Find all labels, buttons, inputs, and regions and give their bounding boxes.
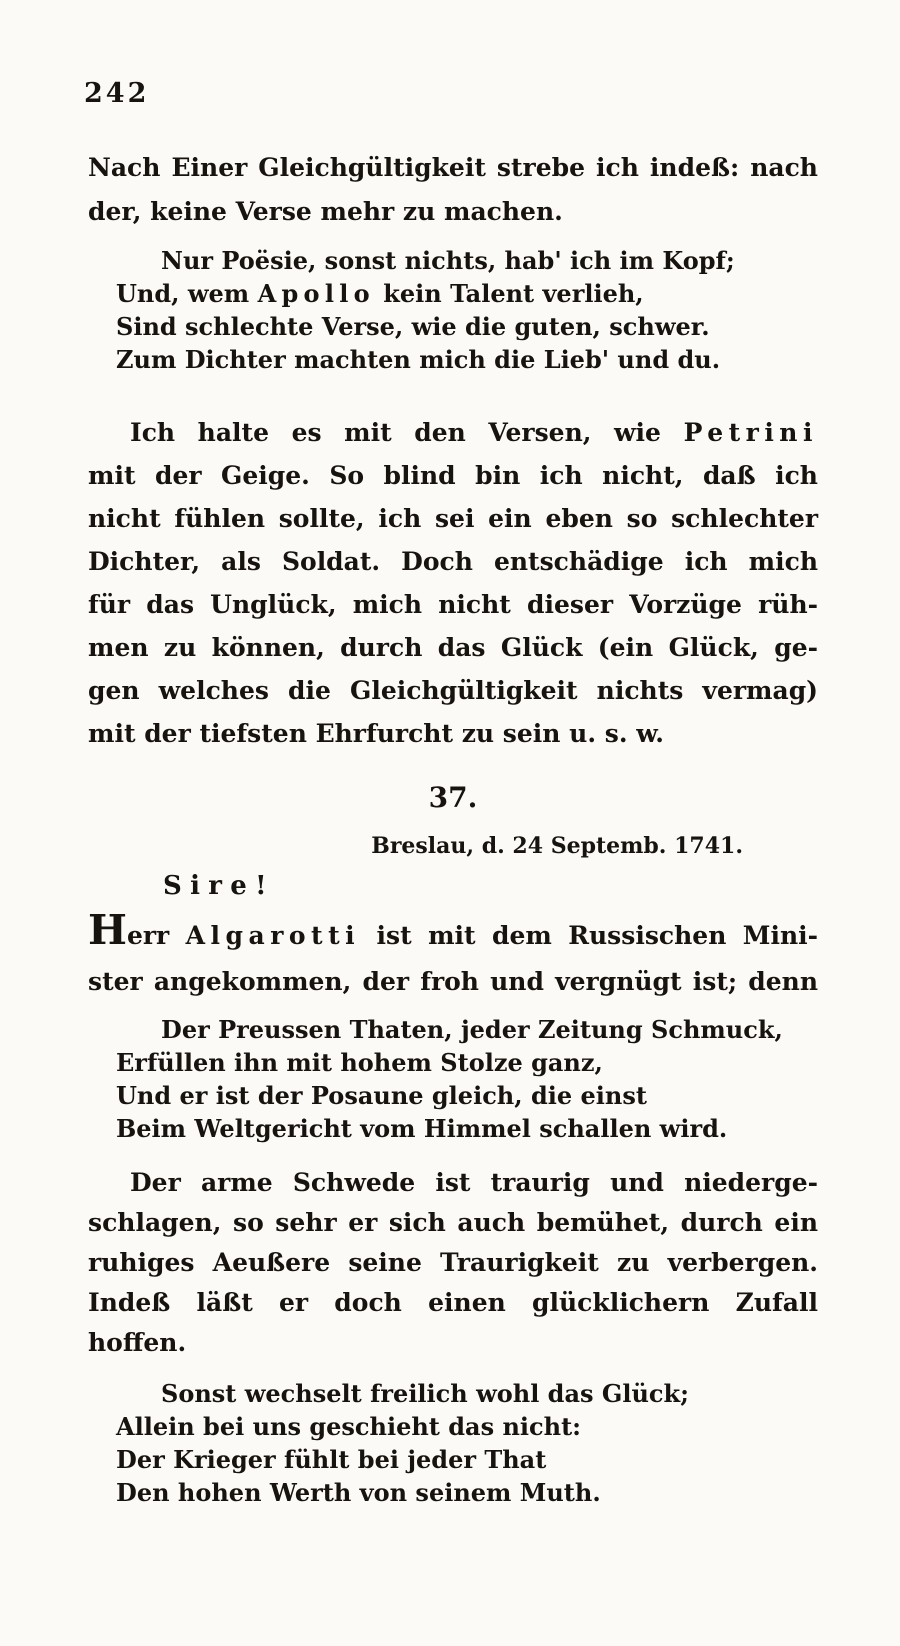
dateline: Breslau, d. 24 Septemb. 1741. — [371, 833, 743, 859]
poem-line — [116, 277, 818, 310]
poem-line: Sind schlechte Verse, wie die guten, schwer. — [116, 312, 710, 341]
paragraph-line: Der arme Schwede ist traurig und niederge- — [130, 1168, 818, 1197]
poem-line: Der Krieger fühlt bei jeder That — [116, 1445, 547, 1474]
paragraph-closing-letter-36 — [88, 146, 818, 234]
poem-line: Den hohen Werth von seinem Muth. — [116, 1478, 601, 1507]
paragraph-line: ster angekommen, der froh und vergnügt ist; denn — [88, 967, 818, 996]
poem-line: Nur Poësie, sonst nichts, hab' ich im Kopf; — [161, 246, 735, 275]
paragraph-line: gen welches die Gleichgültigkeit nichts vermag) — [88, 676, 818, 705]
letter-number-heading: 37. — [428, 781, 478, 814]
paragraph-line: ruhiges Aeußere seine Traurigkeit zu verbergen. — [88, 1248, 818, 1277]
paragraph-line: der, keine Verse mehr zu machen. — [88, 197, 563, 226]
poem-line: Und er ist der Posaune gleich, die einst — [116, 1081, 647, 1110]
paragraph-line: Indeß läßt er doch einen glücklichern Zufall hoffen. — [88, 1288, 818, 1357]
poem-line: Der Preussen Thaten, jeder Zeitung Schmuck, — [161, 1015, 783, 1044]
poem-line-text: Und, wem — [116, 279, 258, 308]
spaced-name-petrini: Petrini — [683, 418, 818, 447]
paragraph-line — [88, 905, 818, 959]
poem-line: Sonst wechselt freilich wohl das Glück; — [161, 1379, 690, 1408]
paragraph-line: schlagen, so sehr er sich auch bemühet, durch ein — [88, 1208, 818, 1237]
paragraph-algarotti — [88, 905, 818, 1005]
poem-line: Zum Dichter machten mich die Lieb' und du. — [116, 345, 721, 374]
paragraph-line: mit der tiefsten Ehrfurcht zu sein u. s. w. — [88, 719, 664, 748]
paragraph-line: mit der Geige. So blind bin ich nicht, daß ich — [88, 461, 818, 490]
paragraph-line-text: ist mit dem Russischen Mini- — [360, 921, 818, 950]
spaced-name-apollo: Apollo — [257, 279, 375, 308]
page-number: 242 — [84, 78, 150, 109]
paragraph-line — [88, 411, 818, 454]
poem-line-text: kein Talent verlieh, — [374, 279, 644, 308]
poem-line: Beim Weltgericht vom Himmel schallen wird. — [116, 1114, 728, 1143]
paragraph-line-text: Herr — [88, 905, 186, 954]
paragraph-line: men zu können, durch das Glück (ein Glück, ge- — [88, 633, 818, 662]
paragraph-line: nicht fühlen sollte, ich sei ein eben so schlechter — [88, 504, 818, 533]
poem-line: Erfüllen ihn mit hohem Stolze ganz, — [116, 1048, 603, 1077]
paragraph-petrini — [88, 411, 818, 755]
verse-quotation — [88, 1377, 818, 1509]
paragraph-line: Nach Einer Gleichgültigkeit strebe ich indeß: nach — [88, 153, 818, 182]
paragraph-line: für das Unglück, mich nicht dieser Vorzüge rüh- — [88, 590, 818, 619]
verse-quotation — [88, 244, 818, 376]
paragraph-schwede — [88, 1163, 818, 1363]
poem-line: Allein bei uns geschieht das nicht: — [116, 1412, 582, 1441]
spaced-name-algarotti: Algarotti — [185, 921, 361, 950]
verse-quotation — [88, 1013, 818, 1145]
salutation: Sire! — [163, 871, 275, 901]
paragraph-line-text: Ich halte es mit den Versen, wie — [130, 418, 684, 447]
paragraph-line: Dichter, als Soldat. Doch entschädige ich mich — [88, 547, 818, 576]
page-content — [88, 146, 818, 1509]
